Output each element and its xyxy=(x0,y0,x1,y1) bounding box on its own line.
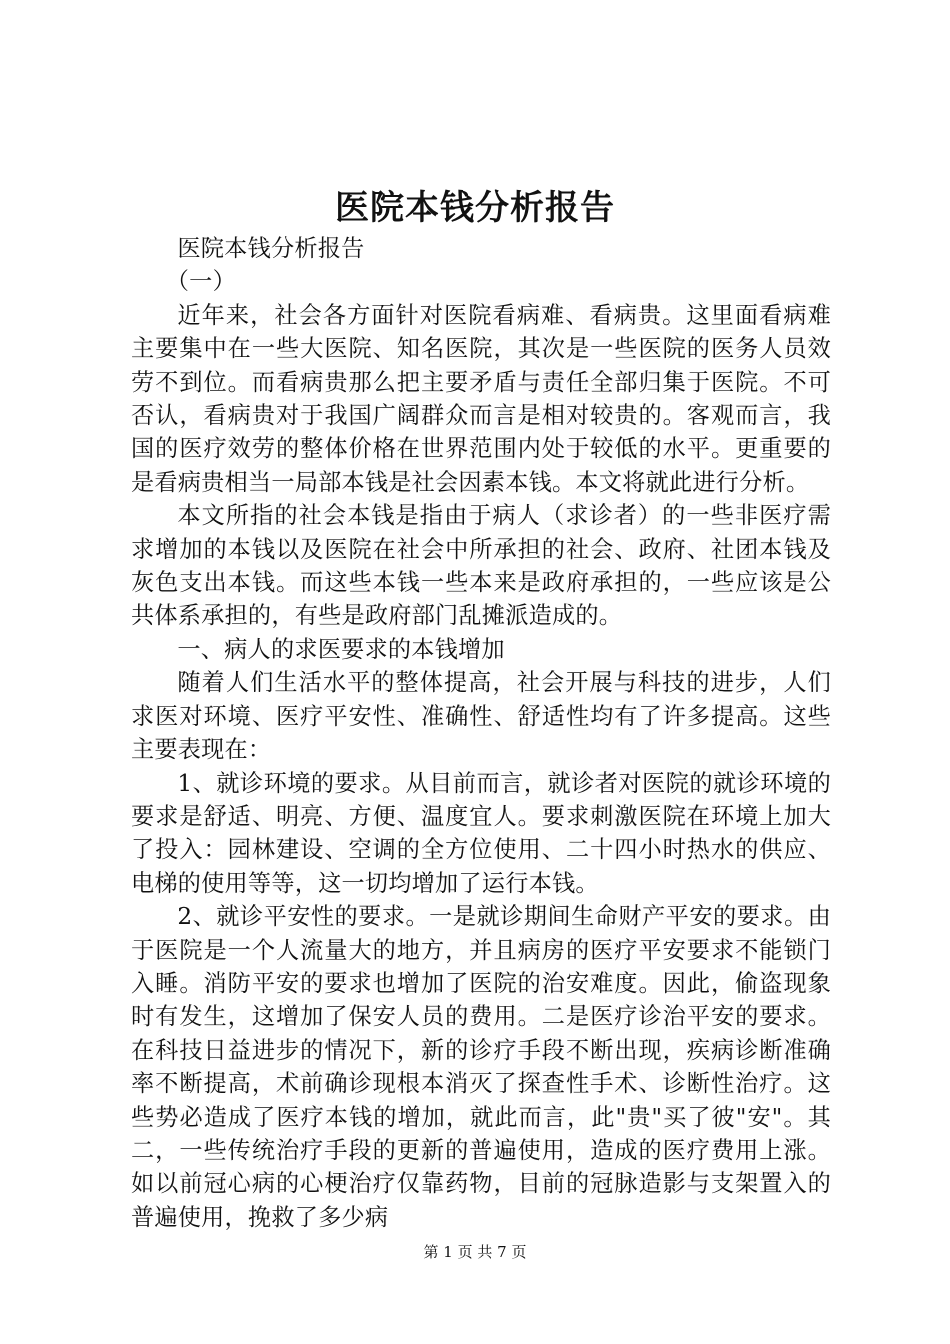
body-paragraph: 1、就诊环境的要求。从目前而言，就诊者对医院的就诊环境的要求是舒适、明亮、方便、温度宜人。要求刺激医院在环境上加大了投入：园林建设、空调的全方位使用、二十四小时热水的供应、电梯的使用等等，这一切均增加了运行本钱。 xyxy=(131,769,831,897)
page-title: 医院本钱分析报告 xyxy=(335,188,615,228)
section-marker: （一） xyxy=(165,268,236,296)
body-paragraph: 近年来，社会各方面针对医院看病难、看病贵。这里面看病难主要集中在一些大医院、知名医院，其次是一些医院的医务人员效劳不到位。而看病贵那么把主要矛盾与责任全部归集于医院。不可否认，看病贵对于我国广阔群众而言是相对较贵的。客观而言，我国的医疗效劳的整体价格在世界范围内处于较低的水平。更重要的是看病贵相当一局部本钱是社会因素本钱。本文将就此进行分析。 xyxy=(131,301,831,496)
body-paragraph: 随着人们生活水平的整体提高，社会开展与科技的进步，人们求医对环境、医疗平安性、准确性、舒适性均有了许多提高。这些主要表现在： xyxy=(131,669,831,764)
body-paragraph: 2、就诊平安性的要求。一是就诊期间生命财产平安的要求。由于医院是一个人流量大的地方，并且病房的医疗平安要求不能锁门入睡。消防平安的要求也增加了医院的治安难度。因此，偷盗现象时有发生，这增加了保安人员的费用。二是医疗诊治平安的要求。在科技日益进步的情况下，新的诊疗手段不断出现，疾病诊断准确率不断提高，术前确诊现根本消灭了探查性手术、诊断性治疗。这些势必造成了医疗本钱的增加，就此而言，此"贵"买了彼"安"。其二，一些传统治疗手段的更新的普遍使用，造成的医疗费用上涨。如以前冠心病的心梗治疗仅靠药物，目前的冠脉造影与支架置入的普遍使用，挽救了多少病 xyxy=(131,903,831,1231)
document-body xyxy=(131,232,831,1234)
body-paragraph: 本文所指的社会本钱是指由于病人（求诊者）的一些非医疗需求增加的本钱以及医院在社会中所承担的社会、政府、社团本钱及灰色支出本钱。而这些本钱一些本来是政府承担的，一些应该是公共体系承担的，有些是政府部门乱摊派造成的。 xyxy=(131,502,831,630)
subtitle-paragraph: 医院本钱分析报告 xyxy=(177,235,365,262)
page-footer: 第 1 页 共 7 页 xyxy=(423,1243,527,1261)
section-heading: 一、病人的求医要求的本钱增加 xyxy=(177,635,505,663)
